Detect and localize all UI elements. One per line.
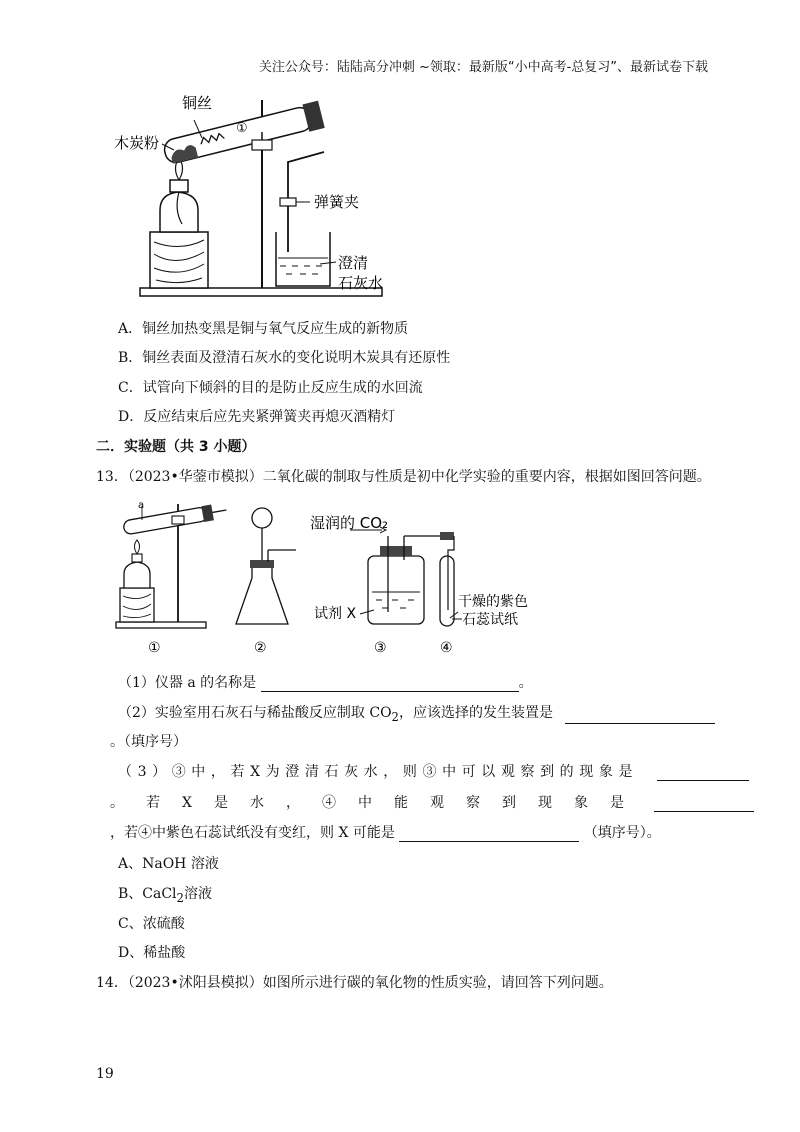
q13-part2 xyxy=(118,702,715,724)
q13-part2-blank[interactable] xyxy=(565,709,715,724)
page-number: 19 xyxy=(96,1066,114,1082)
label-dry-purple: 干燥的紫色 xyxy=(458,594,528,610)
label-circle-one: ① xyxy=(236,121,248,136)
q13-part1 xyxy=(118,672,533,692)
q13-part3-blank2[interactable] xyxy=(654,797,754,812)
q13-part2-text: （2）实验室用石灰石与稀盐酸反应制取 CO xyxy=(118,705,392,721)
q13-option-a: A、NaOH 溶液 xyxy=(118,856,219,872)
label-clear-lime-1: 澄清 xyxy=(338,254,369,272)
label-charcoal-powder: 木炭粉 xyxy=(114,134,160,152)
q13-part3-blank1[interactable] xyxy=(657,766,749,781)
q13-option-b xyxy=(118,883,212,905)
q12-option-a: A．铜丝加热变黑是铜与氧气反应生成的新物质 xyxy=(118,321,409,337)
label-apparatus-4: ④ xyxy=(440,640,453,656)
copper-charcoal-apparatus-figure xyxy=(110,92,410,304)
q13-part3-line1 xyxy=(118,761,749,781)
label-copper-wire: 铜丝 xyxy=(182,94,213,112)
q13-part2-text2: ，应该选择的发生装置是 xyxy=(398,705,553,721)
q13-part3-line3 xyxy=(110,822,661,842)
q13-part3-line1-text: （3）③中，若X为澄清石灰水，则③中可以观察到的现象是 xyxy=(118,764,639,780)
q13-option-b-text: B、CaCl xyxy=(118,886,177,902)
label-reagent-x: 试剂 X xyxy=(314,606,357,622)
q13-part3-line2 xyxy=(110,792,754,812)
label-apparatus-1: ① xyxy=(148,640,161,656)
q13-option-c: C、浓硫酸 xyxy=(118,916,185,932)
q14-stem: 14．（2023•沭阳县模拟）如图所示进行碳的氧化物的性质实验，请回答下列问题。 xyxy=(96,975,613,991)
q12-option-b: B．铜丝表面及澄清石灰水的变化说明木炭具有还原性 xyxy=(118,350,451,366)
label-spring-clamp: 弹簧夹 xyxy=(314,193,360,211)
label-clear-lime-2: 石灰水 xyxy=(338,274,384,292)
co2-apparatus-figure xyxy=(110,500,550,660)
label-litmus-paper: 石蕊试纸 xyxy=(462,612,518,628)
q13-part3-line2-text: 。若X是水，④中能观察到现象是 xyxy=(110,795,646,811)
q13-stem: 13．（2023•华蓥市模拟）二氧化碳的制取与性质是初中化学实验的重要内容，根据如图回答问题。 xyxy=(96,469,711,485)
label-instrument-a: a xyxy=(138,500,145,511)
q13-option-b-text2: 溶液 xyxy=(183,886,212,902)
q12-option-d: D．反应结束后应先夹紧弹簧夹再熄灭酒精灯 xyxy=(118,409,396,425)
section-title: 二．实验题（共 3 小题） xyxy=(96,439,256,455)
q13-option-d: D、稀盐酸 xyxy=(118,945,186,961)
q13-part1-text: （1）仪器 a 的名称是 xyxy=(118,675,257,691)
label-wet-co2: 湿润的 CO₂ xyxy=(310,514,389,532)
q12-option-c: C．试管向下倾斜的目的是防止反应生成的水回流 xyxy=(118,380,423,396)
label-apparatus-3: ③ xyxy=(374,640,387,656)
q13-part3-line3-end: （填序号）。 xyxy=(583,825,661,841)
q13-part1-end: 。 xyxy=(518,675,533,691)
q13-part3-line3-text: ，若④中紫色石蕊试纸没有变红，则 X 可能是 xyxy=(110,825,395,841)
label-apparatus-2: ② xyxy=(254,640,267,656)
q13-part2-tail: 。（填序号） xyxy=(110,734,187,750)
page-header: 关注公众号：陆陆高分冲刺 ~领取：最新版“小中高考-总复习”、最新试卷下载 xyxy=(258,60,708,75)
q13-option-b-sub: 2 xyxy=(176,890,184,905)
q13-part1-blank[interactable] xyxy=(261,677,519,692)
q13-part2-sub: 2 xyxy=(391,709,399,724)
q13-part3-blank3[interactable] xyxy=(399,827,579,842)
